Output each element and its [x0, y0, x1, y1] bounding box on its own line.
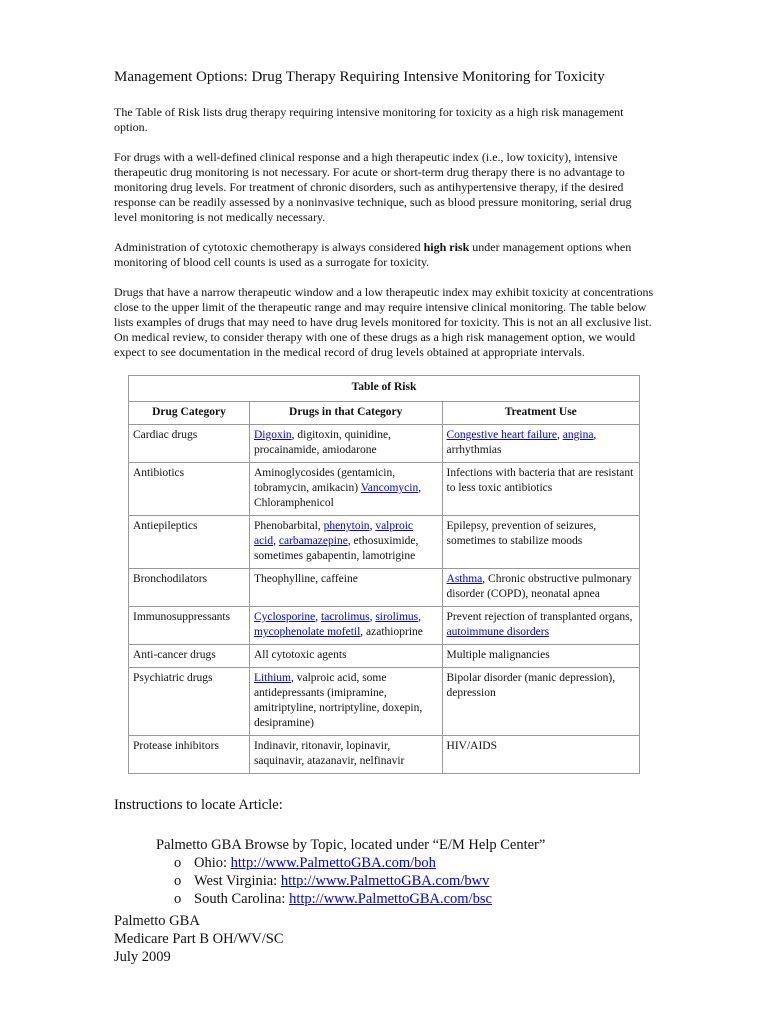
site-url-link[interactable]: http://www.PalmettoGBA.com/bsc [289, 891, 492, 907]
cell-text: HIV/AIDS [446, 740, 497, 752]
table-row [129, 516, 640, 569]
bullet-circle-icon: o [174, 891, 182, 907]
table-caption: Table of Risk [129, 376, 640, 402]
cell-drugs [249, 668, 442, 736]
cell-text: , arrhythmias [446, 429, 597, 456]
cell-treatment-use [442, 736, 639, 774]
cell-drug-category: Bronchodilators [129, 569, 250, 607]
drug-link[interactable]: carbamazepine [278, 535, 348, 547]
browse-topic-text: Palmetto GBA Browse by Topic, located under “E/M Help Center” [156, 837, 546, 853]
table-row [129, 425, 640, 463]
cell-text: , [369, 611, 376, 623]
cell-drugs [249, 569, 442, 607]
table-row [129, 569, 640, 607]
cell-drugs [249, 463, 442, 516]
cell-drugs [249, 736, 442, 774]
cell-text: All cytotoxic agents [253, 649, 347, 661]
site-label: South Carolina: [194, 891, 290, 907]
cell-text: Epilepsy, prevention of seizures, sometimes to stabilize moods [446, 520, 597, 547]
paragraph-narrow-window: Drugs that have a narrow therapeutic window and a low therapeutic index may exhibit toxicity at concentrations close to the upper limit of the therapeutic range and may require intensive clinical monitoring. The table below lists examples of drugs that may need to have drug levels monitored for toxicity. This is not an all exclusive list. On medical review, to consider therapy with one of these drugs as a high risk management option, we would expect to see documentation in the medical record of drug levels obtained at appropriate intervals. [114, 285, 654, 359]
site-links-list [174, 854, 654, 908]
cell-treatment-use [442, 569, 639, 607]
paragraph-monitoring: For drugs with a well-defined clinical response and a high therapeutic index (i.e., low toxicity), intensive therapeutic drug monitoring is not necessary. For acute or short-term drug therapy there is no advantage to monitoring drug levels. For treatment of chronic disorders, such as antihypertensive therapy, if the desired response can be readily assessed by a noninvasive technique, such as blood pressure monitoring, serial drug level monitoring is not medically necessary. [114, 150, 632, 224]
cell-text: , [418, 611, 421, 623]
cell-drug-category: Protease inhibitors [129, 736, 250, 774]
cell-text: Aminoglycosides (gentamicin, tobramycin, amikacin) [253, 467, 396, 494]
footer-date: July 2009 [114, 949, 171, 965]
header-drug-category: Drug Category [129, 402, 250, 425]
cell-text: Bipolar disorder (manic depression), depression [446, 672, 616, 699]
cell-drug-category: Immunosuppressants [129, 607, 250, 645]
cell-text: , valproic acid, some antidepressants (imipramine, amitriptyline, nortriptyline, doxepin, desipramine) [253, 672, 423, 729]
drug-link[interactable]: Vancomycin [360, 482, 419, 494]
cell-text: Indinavir, ritonavir, lopinavir, saquinavir, atazanavir, nelfinavir [253, 740, 405, 767]
cell-drugs [249, 607, 442, 645]
drug-link[interactable]: Lithium [253, 672, 291, 684]
site-label: West Virginia: [194, 873, 281, 889]
cell-text: Phenobarbital, [253, 520, 324, 532]
table-row [129, 607, 640, 645]
drug-link[interactable]: phenytoin [323, 520, 370, 532]
cell-drug-category: Antiepileptics [129, 516, 250, 569]
cell-text: , digitoxin, quinidine, procainamide, amiodarone [253, 429, 391, 456]
cell-drugs [249, 425, 442, 463]
cell-text: Infections with bacteria that are resistant to less toxic antibiotics [446, 467, 634, 494]
paragraph-chemotherapy [114, 240, 654, 270]
cell-text: Multiple malignancies [446, 649, 550, 661]
cell-text: , azathioprine [360, 626, 423, 638]
site-label: Ohio: [194, 855, 231, 871]
risk-table [128, 375, 640, 774]
cell-treatment-use [442, 607, 639, 645]
drug-link[interactable]: valproic acid [253, 520, 413, 547]
bullet-circle-icon: o [174, 873, 182, 889]
site-list-item [174, 872, 654, 890]
cell-treatment-use [442, 516, 639, 569]
table-body [129, 425, 640, 774]
cell-text: , [273, 535, 279, 547]
paragraph-intro: The Table of Risk lists drug therapy requiring intensive monitoring for toxicity as a high risk management option. [114, 105, 624, 134]
p3-text-after: under management options when monitoring of blood cell counts is used as a surrogate for toxicity. [114, 240, 632, 269]
cell-drug-category: Antibiotics [129, 463, 250, 516]
cell-treatment-use [442, 645, 639, 668]
table-header-row [129, 402, 640, 425]
footer-org: Palmetto GBA [114, 913, 200, 929]
table-row [129, 668, 640, 736]
drug-link[interactable]: Digoxin [253, 429, 292, 441]
p3-text-before: Administration of cytotoxic chemotherapy is always considered [114, 240, 424, 254]
high-risk-emphasis: high risk [423, 240, 470, 254]
cell-text: , Chloramphenicol [253, 482, 422, 509]
drug-link[interactable]: mycophenolate mofetil [253, 626, 361, 638]
drug-link[interactable]: sirolimus [375, 611, 419, 623]
drug-link[interactable]: autoimmune disorders [446, 626, 550, 638]
header-treatment-use: Treatment Use [442, 402, 639, 425]
site-list-item [174, 890, 654, 908]
cell-drugs [249, 516, 442, 569]
bullet-circle-icon: o [174, 855, 182, 871]
drug-link[interactable]: Cyclosporine [253, 611, 316, 623]
document-page [114, 68, 654, 966]
drug-link[interactable]: Asthma [446, 573, 483, 585]
cell-drug-category: Psychiatric drugs [129, 668, 250, 736]
page-title: Management Options: Drug Therapy Requiring Intensive Monitoring for Toxicity [114, 69, 605, 85]
cell-text: , [315, 611, 322, 623]
site-url-link[interactable]: http://www.PalmettoGBA.com/boh [230, 855, 436, 871]
cell-text: Prevent rejection of transplanted organs, [446, 611, 633, 623]
cell-treatment-use [442, 668, 639, 736]
cell-treatment-use [442, 425, 639, 463]
footer-program: Medicare Part B OH/WV/SC [114, 931, 284, 947]
cell-drug-category: Anti-cancer drugs [129, 645, 250, 668]
cell-text: , [369, 520, 376, 532]
table-of-risk [128, 375, 640, 774]
drug-link[interactable]: Congestive heart failure [446, 429, 558, 441]
footer [114, 912, 654, 966]
cell-text: , ethosuximide, sometimes gabapentin, lamotrigine [253, 535, 419, 562]
drug-link[interactable]: angina [562, 429, 594, 441]
cell-text: , Chronic obstructive pulmonary disorder (COPD), neonatal apnea [446, 573, 632, 600]
site-list-item [174, 854, 654, 872]
table-row [129, 463, 640, 516]
site-url-link[interactable]: http://www.PalmettoGBA.com/bwv [280, 873, 490, 889]
cell-drugs [249, 645, 442, 668]
drug-link[interactable]: tacrolimus [321, 611, 370, 623]
cell-text: Theophylline, caffeine [253, 573, 358, 585]
cell-treatment-use [442, 463, 639, 516]
table-row [129, 736, 640, 774]
header-drugs-in-category: Drugs in that Category [249, 402, 442, 425]
table-row [129, 645, 640, 668]
cell-drug-category: Cardiac drugs [129, 425, 250, 463]
cell-text: , [557, 429, 563, 441]
instructions-heading: Instructions to locate Article: [114, 797, 283, 813]
